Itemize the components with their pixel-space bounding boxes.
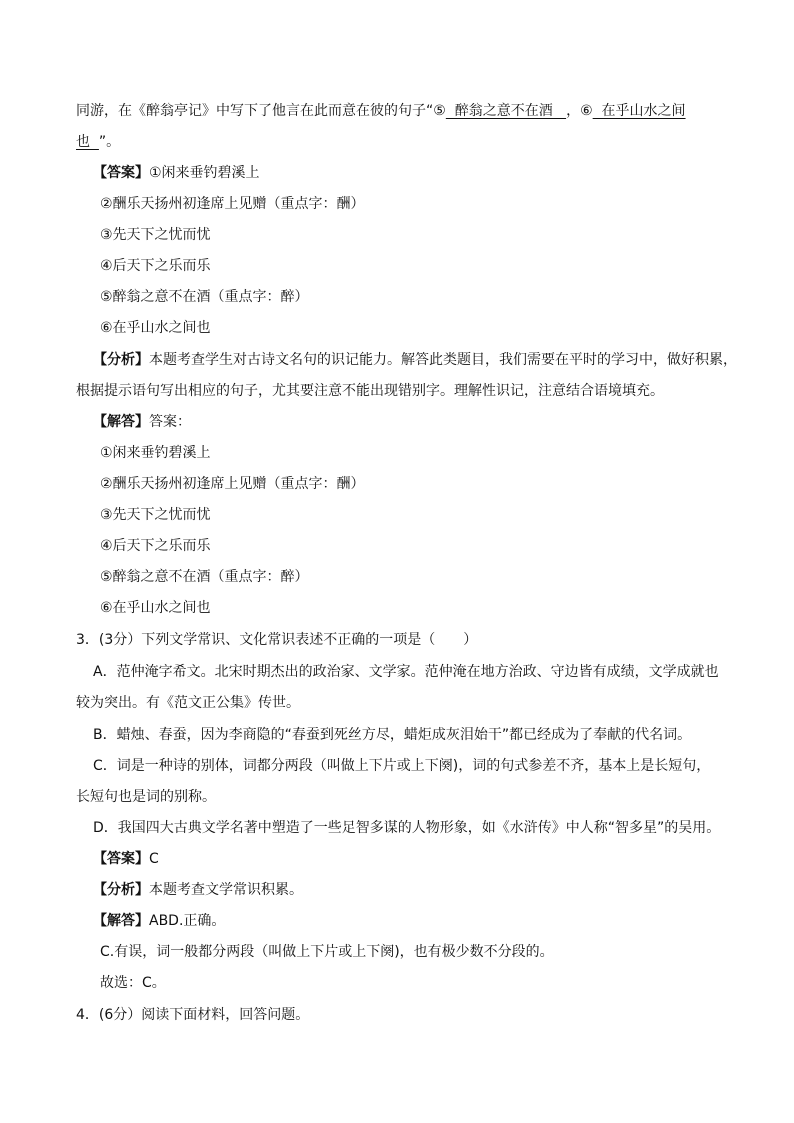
analysis-tag: 【分析】: [93, 352, 149, 368]
answer-tag: 【答案】: [93, 165, 149, 181]
q2-solution-line: 【解答】答案：: [93, 414, 191, 430]
solution-tag: 【解答】: [93, 414, 149, 430]
q2-solution-item: ①闲来垂钓碧溪上: [100, 445, 211, 461]
q2-solution-item: ②酬乐天扬州初逢席上见赠（重点字：酬）: [100, 476, 365, 492]
blank-answer-6: 在乎山水之间: [592, 103, 686, 119]
q2-solution-item: ③先天下之忧而忧: [100, 507, 211, 523]
q3-option-a-cont: 较为突出。有《范文正公集》传世。: [76, 695, 300, 711]
q2-answer-item: ②酬乐天扬州初逢席上见赠（重点字：酬）: [100, 196, 365, 212]
q3-option-c: C．词是一种诗的别体，词都分两段（叫做上下片或上下阕)，词的句式参差不齐，基本上是长短句，: [93, 758, 711, 774]
q2-analysis-line-2: 根据提示语句写出相应的句子，尤其要注意不能出现错别字。理解性识记，注意结合语境填充。: [76, 383, 664, 399]
q2-answer-item: ③先天下之忧而忧: [100, 227, 211, 243]
solution-tag: 【解答】: [93, 913, 149, 929]
analysis-tag: 【分析】: [93, 882, 149, 898]
q2-solution-item: ④后天下之乐而乐: [100, 538, 211, 554]
q3-solution-note: C.有误，词一般都分两段（叫做上下片或上下阕)，也有极少数不分段的。: [100, 944, 554, 960]
q3-option-a: A．范仲淹字希文。北宋时期杰出的政治家、文学家。范仲淹在地方治政、守边皆有成绩，文学成就也: [93, 664, 719, 680]
q2-answer-item: ⑤醉翁之意不在酒（重点字：醉）: [100, 289, 309, 305]
q2-analysis-line: 【分析】本题考查学生对古诗文名句的识记能力。解答此类题目，我们需要在平时的学习中，做好积累，: [93, 352, 737, 368]
q2-answer-line: 【答案】①闲来垂钓碧溪上: [93, 165, 260, 181]
q3-stem: 3．(3分）下列文学常识、文化常识表述不正确的一项是（ ）: [76, 632, 478, 648]
q3-option-d: D．我国四大古典文学名著中塑造了一些足智多谋的人物形象，如《水浒传》中人称“智多星”的吴用。: [93, 820, 721, 836]
blank-number-6: ⑥: [580, 103, 593, 119]
blank-answer-6-cont: 也: [76, 134, 99, 150]
q3-option-c-cont: 长短句也是词的别称。: [76, 789, 216, 805]
intro-line-1: 同游，在《醉翁亭记》中写下了他言在此而意在彼的句子“⑤ 醉翁之意不在酒 ，⑥ 在乎山水之间: [76, 103, 686, 119]
q4-stem: 4．(6分）阅读下面材料，回答问题。: [76, 1007, 310, 1023]
blank-answer-5: 醉翁之意不在酒: [445, 103, 567, 119]
intro-line-2: 也 ”。: [76, 134, 121, 150]
q3-analysis-line: 【分析】本题考查文学常识积累。: [93, 882, 303, 898]
q2-answer-item: ⑥在乎山水之间也: [100, 320, 211, 336]
q3-answer-line: 【答案】C: [93, 851, 159, 867]
answer-tag: 【答案】: [93, 851, 149, 867]
q2-solution-item: ⑥在乎山水之间也: [100, 600, 211, 616]
q3-solution-line: 【解答】ABD.正确。: [93, 913, 226, 929]
q3-choose: 故选：C。: [100, 975, 166, 991]
intro-text: 同游，在《醉翁亭记》中写下了他言在此而意在彼的句子“: [76, 103, 434, 119]
blank-number-5: ⑤: [433, 103, 446, 119]
q3-option-b: B．蜡烛、春蚕，因为李商隐的“春蚕到死丝方尽，蜡炬成灰泪始干”都已经成为了奉献的代名词。: [93, 727, 692, 743]
q2-answer-item: ④后天下之乐而乐: [100, 258, 211, 274]
q2-solution-item: ⑤醉翁之意不在酒（重点字：醉）: [100, 569, 309, 585]
